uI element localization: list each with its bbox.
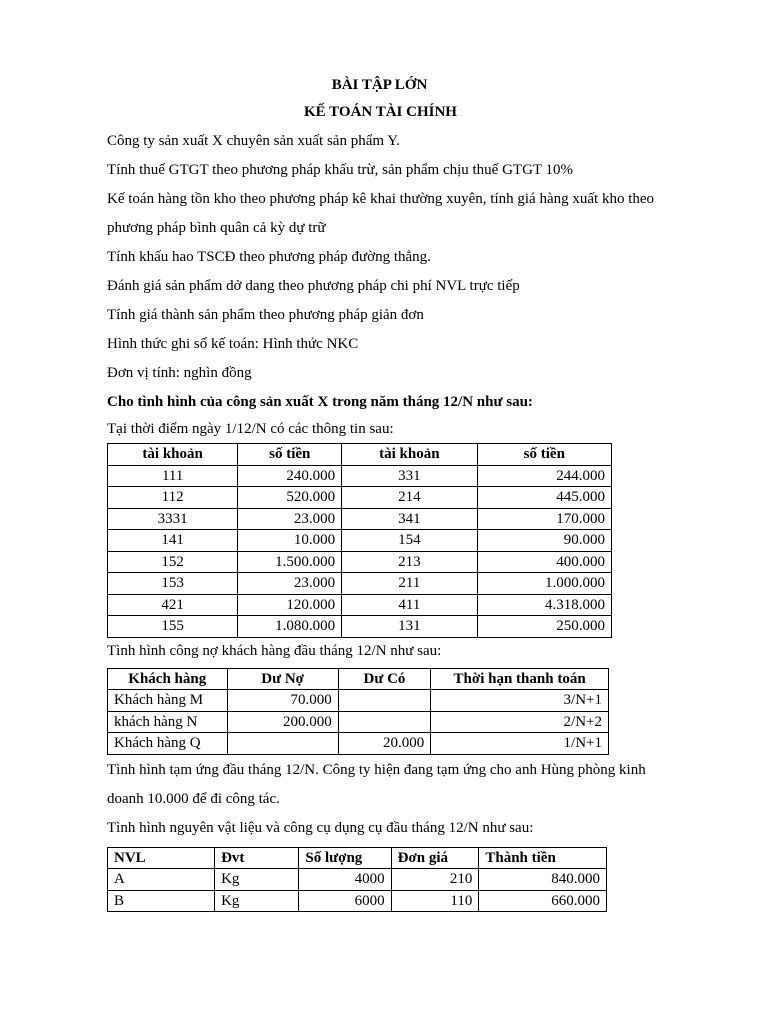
customers-intro: Tình hình công nợ khách hàng đầu tháng 12/N như sau: (107, 642, 442, 659)
column-header: Thời hạn thanh toán (431, 668, 609, 690)
table-cell: 90.000 (477, 530, 611, 552)
table-cell: 154 (342, 530, 477, 552)
column-header: NVL (108, 847, 215, 869)
material-table (107, 847, 607, 913)
table-header-row (108, 668, 609, 690)
table-cell: 4000 (299, 869, 391, 891)
document-page (107, 72, 707, 912)
doc-line: Đánh giá sản phẩm dở dang theo phương pháp chi phí NVL trực tiếp (107, 278, 520, 294)
table-header-row (108, 444, 612, 466)
column-header: Dư Nợ (227, 668, 338, 690)
section-heading: Cho tình hình của công sản xuất X trong năm tháng 12/N như sau: (107, 394, 533, 410)
table-row (108, 530, 612, 552)
doc-subtitle: KẾ TOÁN TÀI CHÍNH (304, 104, 457, 120)
table-cell: 3/N+1 (431, 690, 609, 712)
doc-line: Công ty sản xuất X chuyên sản xuất sản phẩm Y. (107, 133, 400, 149)
column-header: tài khoản (342, 444, 477, 466)
table-row (108, 690, 609, 712)
table-cell: 6000 (299, 890, 391, 912)
doc-line: Kế toán hàng tồn kho theo phương pháp kê khai thường xuyên, tính giá hàng xuất kho theo (107, 191, 655, 207)
table-cell: khách hàng N (108, 711, 228, 733)
doc-line: Đơn vị tính: nghìn đồng (107, 365, 252, 381)
column-header: Đơn giá (391, 847, 479, 869)
table-row (108, 711, 609, 733)
doc-line: Tính thuế GTGT theo phương pháp khấu trừ, sản phẩm chịu thuế GTGT 10% (107, 162, 574, 178)
balance-intro: Tại thời điểm ngày 1/12/N có các thông tin sau: (107, 421, 394, 437)
column-header: Đvt (215, 847, 299, 869)
table-cell: B (108, 890, 215, 912)
table-cell: 1.080.000 (238, 616, 342, 638)
table-cell: 23.000 (238, 573, 342, 595)
table-cell: 400.000 (477, 551, 611, 573)
table-cell: 210 (391, 869, 479, 891)
table-cell: 2/N+2 (431, 711, 609, 733)
balance-table-body (108, 465, 612, 637)
table-cell: Kg (215, 890, 299, 912)
table-cell (338, 711, 431, 733)
table-cell: 70.000 (227, 690, 338, 712)
materials-intro: Tình hình nguyên vật liệu và công cụ dụng cụ đầu tháng 12/N như sau: (107, 819, 534, 836)
table-cell: 660.000 (479, 890, 607, 912)
column-header: Số lượng (299, 847, 391, 869)
column-header: số tiền (477, 444, 611, 466)
material-table-body (108, 869, 607, 912)
table-cell: 445.000 (477, 487, 611, 509)
table-cell: 120.000 (238, 594, 342, 616)
table-cell: 20.000 (338, 733, 431, 755)
table-cell: 341 (342, 508, 477, 530)
table-cell: 111 (108, 465, 238, 487)
doc-line: phương pháp bình quân cả kỳ dự trữ (107, 220, 326, 236)
table-cell: 131 (342, 616, 477, 638)
table-cell: 155 (108, 616, 238, 638)
table-cell: 110 (391, 890, 479, 912)
balance-table (107, 443, 612, 638)
column-header: số tiền (238, 444, 342, 466)
table-cell: 4.318.000 (477, 594, 611, 616)
table-cell: 211 (342, 573, 477, 595)
table-cell: 112 (108, 487, 238, 509)
column-header: Khách hàng (108, 668, 228, 690)
table-cell: 3331 (108, 508, 238, 530)
table-row (108, 594, 612, 616)
advance-line: Tình hình tạm ứng đầu tháng 12/N. Công ty hiện đang tạm ứng cho anh Hùng phòng kinh (107, 761, 646, 778)
table-cell: 421 (108, 594, 238, 616)
table-cell: 214 (342, 487, 477, 509)
table-cell (227, 733, 338, 755)
column-header: tài khoản (108, 444, 238, 466)
table-cell (338, 690, 431, 712)
table-cell: 213 (342, 551, 477, 573)
table-cell: 1.000.000 (477, 573, 611, 595)
table-cell: 1/N+1 (431, 733, 609, 755)
table-row (108, 551, 612, 573)
customer-table (107, 668, 609, 755)
table-cell: Khách hàng M (108, 690, 228, 712)
table-cell: 141 (108, 530, 238, 552)
doc-title: BÀI TẬP LỚN (331, 77, 428, 93)
table-cell: 23.000 (238, 508, 342, 530)
table-cell: 152 (108, 551, 238, 573)
table-cell: 244.000 (477, 465, 611, 487)
table-cell: 840.000 (479, 869, 607, 891)
column-header: Thành tiền (479, 847, 607, 869)
table-row (108, 890, 607, 912)
table-cell: 10.000 (238, 530, 342, 552)
table-cell: 520.000 (238, 487, 342, 509)
advance-line: doanh 10.000 để đi công tác. (107, 790, 280, 807)
table-cell: 240.000 (238, 465, 342, 487)
table-row (108, 733, 609, 755)
doc-line: Tính khấu hao TSCĐ theo phương pháp đường thẳng. (107, 249, 431, 265)
table-header-row (108, 847, 607, 869)
column-header: Dư Có (338, 668, 431, 690)
doc-line: Tính giá thành sản phẩm theo phương pháp giản đơn (107, 307, 424, 323)
table-cell: 1.500.000 (238, 551, 342, 573)
doc-line: Hình thức ghi sổ kế toán: Hình thức NKC (107, 336, 359, 352)
table-row (108, 465, 612, 487)
table-cell: 153 (108, 573, 238, 595)
table-cell: 250.000 (477, 616, 611, 638)
table-row (108, 487, 612, 509)
customer-table-body (108, 690, 609, 755)
table-row (108, 573, 612, 595)
table-row (108, 869, 607, 891)
table-row (108, 508, 612, 530)
table-row (108, 616, 612, 638)
table-cell: A (108, 869, 215, 891)
table-cell: 331 (342, 465, 477, 487)
table-cell: Kg (215, 869, 299, 891)
table-cell: 411 (342, 594, 477, 616)
table-cell: 170.000 (477, 508, 611, 530)
table-cell: 200.000 (227, 711, 338, 733)
table-cell: Khách hàng Q (108, 733, 228, 755)
